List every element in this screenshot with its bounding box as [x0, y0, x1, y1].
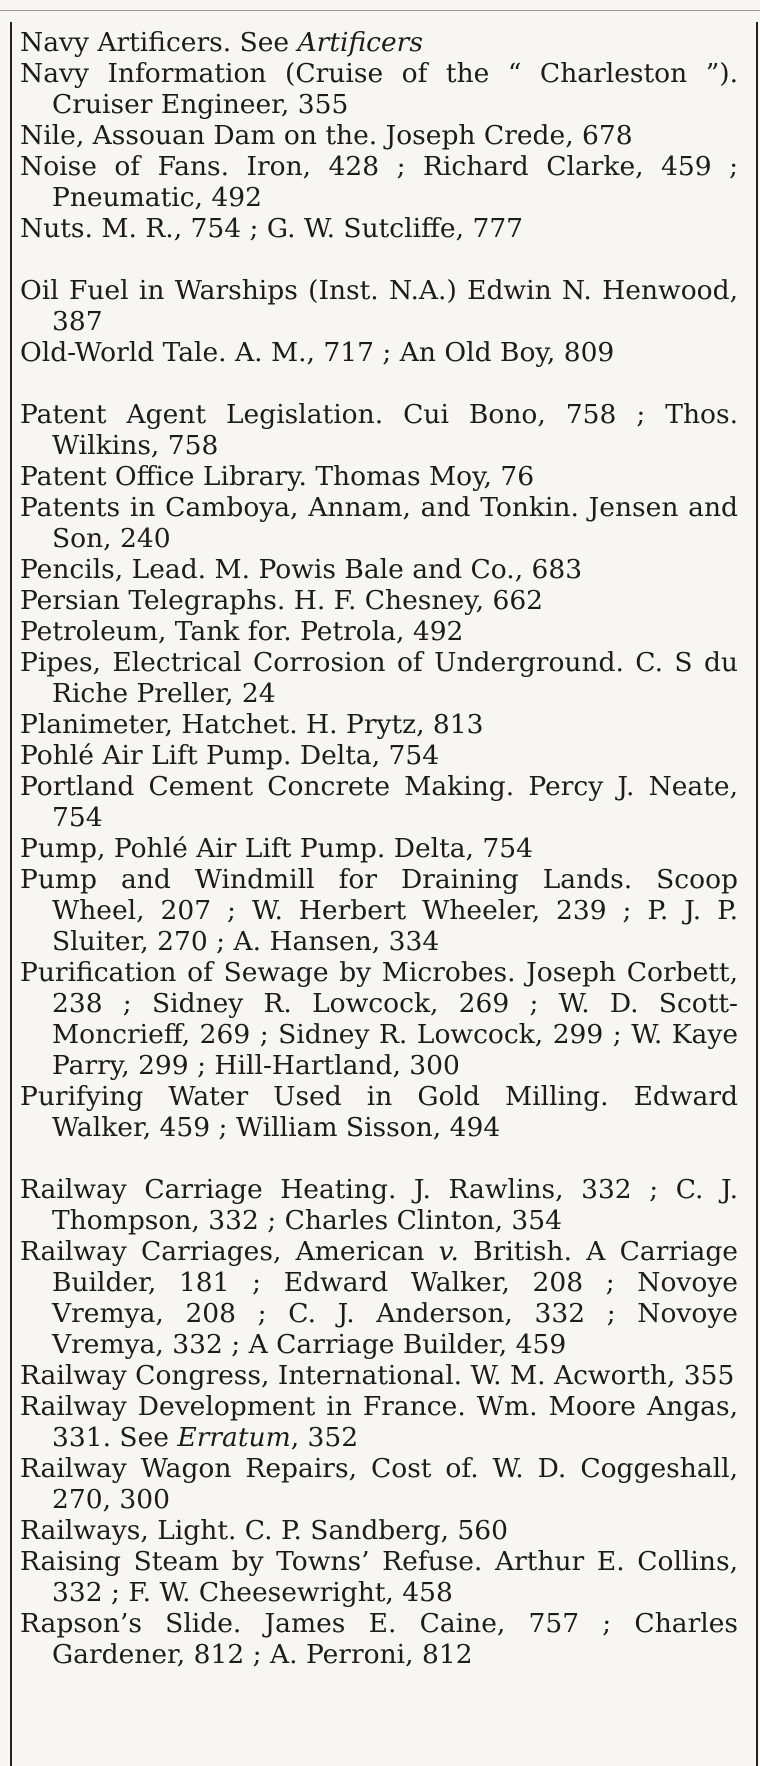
index-entry: Rapson’s Slide. James E. Caine, 757 ; Charles Gardener, 812 ; A. Perroni, 812: [20, 1608, 738, 1670]
index-entry: Pencils, Lead. M. Powis Bale and Co., 683: [20, 554, 583, 585]
index-entry: Nuts. M. R., 754 ; G. W. Sutcliffe, 777: [20, 213, 524, 244]
index-entry: Railway Congress, International. W. M. Acworth, 355: [20, 1360, 735, 1391]
index-entry: Portland Cement Concrete Making. Percy J. Neate, 754: [20, 771, 738, 833]
index-entry: Railway Development in France. Wm. Moore Angas, 331. See Erratum, 352: [20, 1391, 738, 1453]
section-gap: [20, 1143, 738, 1174]
index-entry: Patent Agent Legislation. Cui Bono, 758 ; Thos. Wilkins, 758: [20, 399, 738, 461]
index-entry: Oil Fuel in Warships (Inst. N.A.) Edwin N. Henwood, 387: [20, 275, 738, 337]
index-entry: Planimeter, Hatchet. H. Prytz, 813: [20, 709, 484, 740]
index-entry: Navy Artificers. See Artificers: [20, 27, 423, 58]
index-entry: Patents in Camboya, Annam, and Tonkin. Jensen and Son, 240: [20, 492, 738, 554]
index-entry: Navy Information (Cruise of the “ Charleston ”). Cruiser Engineer, 355: [20, 58, 738, 120]
index-entry: Purifying Water Used in Gold Milling. Edward Walker, 459 ; William Sisson, 494: [20, 1081, 738, 1143]
index-entry: Railway Carriages, American v. British. A Carriage Builder, 181 ; Edward Walker, 208 ; Novoye Vremya, 208 ; C. J. Anderson, 332 ; Novoye Vremya, 332 ; A Carriage Builder, 459: [20, 1236, 738, 1360]
index-entry: Railway Wagon Repairs, Cost of. W. D. Coggeshall, 270, 300: [20, 1453, 738, 1515]
index-entry: Pump and Windmill for Draining Lands. Scoop Wheel, 207 ; W. Herbert Wheeler, 239 ; P. J. P. Sluiter, 270 ; A. Hansen, 334: [20, 864, 738, 957]
section-gap: [20, 244, 738, 275]
index-column: [10, 22, 758, 1766]
index-entry: Patent Office Library. Thomas Moy, 76: [20, 461, 535, 492]
index-entry: Noise of Fans. Iron, 428 ; Richard Clarke, 459 ; Pneumatic, 492: [20, 151, 738, 213]
index-entry: Old-World Tale. A. M., 717 ; An Old Boy, 809: [20, 337, 615, 368]
index-entry: Petroleum, Tank for. Petrola, 492: [20, 616, 464, 647]
index-entry: Railways, Light. C. P. Sandberg, 560: [20, 1515, 508, 1546]
index-entry: Nile, Assouan Dam on the. Joseph Crede, 678: [20, 120, 633, 151]
index-entry: Raising Steam by Towns’ Refuse. Arthur E. Collins, 332 ; F. W. Cheesewright, 458: [20, 1546, 738, 1608]
index-entry: Pohlé Air Lift Pump. Delta, 754: [20, 740, 440, 771]
index-entry: Purification of Sewage by Microbes. Joseph Corbett, 238 ; Sidney R. Lowcock, 269 ; W. D. Scott-Moncrieff, 269 ; Sidney R. Lowcock, 299 ; W. Kaye Parry, 299 ; Hill-Hartland, 300: [20, 957, 738, 1081]
index-entry: Pump, Pohlé Air Lift Pump. Delta, 754: [20, 833, 533, 864]
index-entry: Pipes, Electrical Corrosion of Underground. C. S du Riche Preller, 24: [20, 647, 738, 709]
top-rule: [0, 10, 760, 11]
index-entry: Railway Carriage Heating. J. Rawlins, 332 ; C. J. Thompson, 332 ; Charles Clinton, 354: [20, 1174, 738, 1236]
index-entry: Persian Telegraphs. H. F. Chesney, 662: [20, 585, 544, 616]
section-gap: [20, 368, 738, 399]
